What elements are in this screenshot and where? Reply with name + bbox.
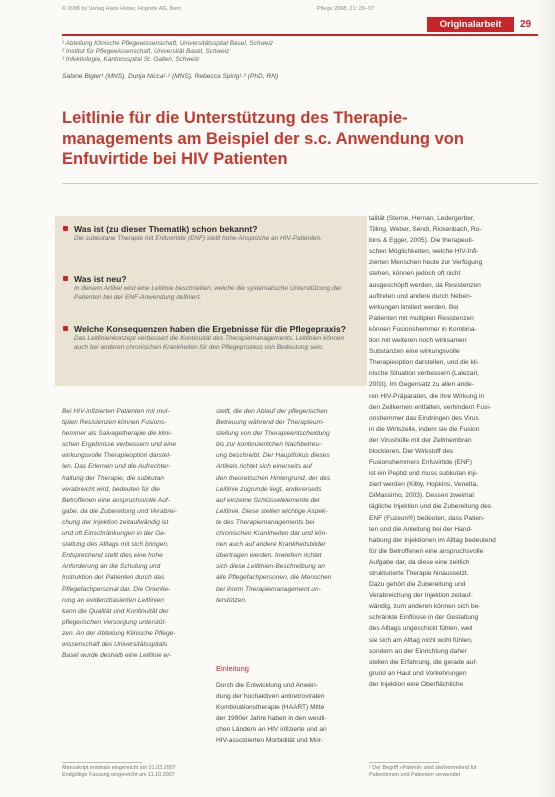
summary-item xyxy=(63,324,358,379)
footnote-line: Patientinnen und Patienten verwendet xyxy=(369,772,461,778)
section-heading: Einleitung xyxy=(216,664,249,673)
text-line: schen Möglichkeiten, welche HIV-Infi- xyxy=(369,248,479,256)
text-line: tägliche Injektion und die Zubereitung des xyxy=(369,503,492,511)
text-line: Instruktion der Patienten durch das xyxy=(62,574,165,582)
text-line: schen Ergebnisse verbessern und eine xyxy=(62,441,176,449)
text-line: der 1990er Jahre haben in den westli- xyxy=(216,715,327,723)
text-line: HIV-assoziierten Morbidität und Mor- xyxy=(216,737,324,745)
body-column-middle xyxy=(216,680,362,747)
text-line: Substanzen eine wirkungsvolle xyxy=(369,348,460,356)
submission-note xyxy=(62,765,176,779)
bullet-icon xyxy=(63,226,68,231)
summary-item xyxy=(63,274,358,319)
text-line: alle Pflegefachpersonen, die Menschen xyxy=(216,574,332,582)
text-line: sondern an der Einrichtung daher xyxy=(369,647,467,655)
patient-term-note xyxy=(369,765,477,779)
text-line: habung der Injektionen im Alltag bedeutend xyxy=(369,536,496,544)
text-line: ziert werden (Kilby, Hopkins, Venetta, xyxy=(369,481,479,489)
text-line: können Fusionshemmer in Kombina- xyxy=(369,325,477,333)
affiliation-line: ² Institut für Pflegewissenschaft, Universität Basel, Schweiz xyxy=(62,48,230,56)
text-line: bei ihrem Therapiemanagement un- xyxy=(216,585,321,593)
text-line: Leitlinie zugrunde liegt, andererseits xyxy=(216,485,322,493)
text-line: Aufgabe dar, da diese eine zeitlich xyxy=(369,558,470,566)
text-line: strukturierte Therapie hinaussetzt. xyxy=(369,570,469,577)
summary-question: Was ist neu? xyxy=(74,274,127,284)
title-divider xyxy=(62,183,538,184)
text-line: blockieren. Der Wirkstoff des xyxy=(369,447,454,455)
text-line: ENF (Fuzeon®) bedeuten, dass Patien- xyxy=(369,514,485,522)
text-line: der Virushülle mit der Zellmembran xyxy=(369,436,472,444)
text-line: terstützen. xyxy=(216,596,247,604)
author-list: Sabine Bigler¹ (MNS), Dunja Nicca¹·² (MNS), Rebecca Spirig¹·² (PhD, RN) xyxy=(62,73,279,80)
footnote-line: ¹ Der Begriff »Patient« wird stellvertretend für xyxy=(369,765,477,771)
article-title: Leitlinie für die Unterstützung des Therapie-managements am Beispiel der s.c. Anwendung von Enfuvirtide bei HIV Patienten xyxy=(62,109,464,168)
text-line: stellung von der Therapieentscheidung xyxy=(216,430,330,438)
page-edge-shadow xyxy=(535,0,555,797)
text-line: len. Das Erlernen und die Aufrechter- xyxy=(62,463,171,471)
summary-answer: Das Leitlinienkonzept verbessert die Kontinuität des Therapiemanagements. Leitlinien können auch bei anderen chronischen Krankheiten für den Pflegeprozess von Bedeutung sein. xyxy=(74,335,345,351)
page-number: 29 xyxy=(520,19,532,30)
body-column-right xyxy=(369,213,531,690)
footnote-rule xyxy=(369,762,439,763)
summary-question: Was ist (zu dieser Thematik) schon bekannt? xyxy=(74,224,258,234)
text-line: stellen die Erfahrung, die gerade auf- xyxy=(369,658,478,666)
text-line: Pflegefachpersonal dar. Die Orientie- xyxy=(62,585,171,593)
text-line: Tilling, Weber, Sendi, Rickenbach, Ro- xyxy=(369,226,482,234)
text-line: zierten Menschen heute zur Verfügung xyxy=(369,259,483,267)
text-line: te des Therapiemanagements bei xyxy=(216,518,315,526)
text-line: des Alltags ungeschickt fühlen, weil xyxy=(369,625,473,633)
bullet-icon xyxy=(63,276,68,281)
summary-answer: Die subkutane Therapie mit Enfuvirtide (ENF) stellt hohe Ansprüche an HIV-Patienten. xyxy=(74,235,323,242)
text-line: stehen, können jedoch oft nicht xyxy=(369,270,461,278)
text-line: Betreuung während der Therapieum- xyxy=(216,419,325,427)
text-line: pflegerischen Versorgung unterstüt- xyxy=(62,618,167,626)
abstract-column-left xyxy=(62,406,207,661)
text-line: zen. An der Abteilung Klinische Pflege- xyxy=(62,629,176,637)
text-line: Dazu gehört die Zubereitung und xyxy=(369,581,466,589)
text-line: in die Wirtszelle, indem sie die Fusion xyxy=(369,425,480,433)
citation-line: Pflege 2008; 21: 29–37 xyxy=(317,6,374,12)
text-line: DiMassimo, 2003). Dessen zweimal xyxy=(369,492,474,500)
text-line: Bei HIV-infizierten Patienten mit mul- xyxy=(62,408,170,415)
text-line: gabe, da die Zubereitung und Verabrei- xyxy=(62,507,177,515)
summary-box xyxy=(55,216,367,386)
text-line: Entsprechend stellt dies eine hohe xyxy=(62,552,163,560)
text-line: Leitlinie. Diese stellen wichtige Aspek- xyxy=(216,507,328,515)
text-line: der Injektion eine Oberflächliche xyxy=(369,680,464,688)
text-line: Anforderung an die Schulung und xyxy=(62,563,161,571)
text-line: ist ein Peptid und muss subkutan inji- xyxy=(369,470,478,478)
text-line: wirkungen limitiert werden. Bei xyxy=(369,303,459,311)
summary-question: Welche Konsequenzen haben die Ergebnisse für die Pflegepraxis? xyxy=(74,324,347,334)
text-line: rung an evidenzbasierten Leitlinien xyxy=(62,596,164,604)
text-line: den theoretischen Hintergrund, der des xyxy=(216,474,331,482)
text-line: Artikels richtet sich einerseits auf xyxy=(216,463,313,471)
footnote-rule xyxy=(62,762,142,763)
text-line: den Zellkernen entfalten, verhindern Fusi- xyxy=(369,403,492,411)
affiliations xyxy=(62,40,392,65)
text-line: ung beschreibt. Der Hauptfokus dieses xyxy=(216,452,330,460)
text-line: Patienten mit multiplen Resistenzen xyxy=(369,314,474,322)
footnote-line: Manuskript erstmals eingereicht am 21.03.2007 xyxy=(62,765,176,771)
text-line: hemmer als Salvagetherapie die klini- xyxy=(62,430,172,438)
text-line: wändig, zum anderen können sich be- xyxy=(369,603,481,611)
text-line: auf einzelne Schlüsselelemente der xyxy=(216,496,321,504)
text-line: grund an Haut und Vorkehrungen xyxy=(369,669,467,677)
text-line: wirkungsvolle Therapieoption darstel- xyxy=(62,452,172,460)
text-line: für die Betroffenen eine anspruchsvolle xyxy=(369,547,484,555)
text-line: dung der hochaktiven antiretroviralen xyxy=(216,693,325,701)
header-rule xyxy=(62,34,538,36)
text-line: ausgeschöpft werden, da Resistenzen xyxy=(369,281,481,289)
text-line: verabreicht wird, bedeuten für die xyxy=(62,485,160,493)
text-line: ren HIV-Präparaten, die ihre Wirkung in xyxy=(369,392,485,400)
text-line: ten und die Anleitung bei der Hand- xyxy=(369,525,473,533)
affiliation-line: ¹ Abteilung Klinische Pflegewissenschaft, Universitätsspital Basel, Schweiz xyxy=(62,40,274,47)
text-line: chung der Injektion zeitaufwändig ist xyxy=(62,518,169,526)
text-line: Therapieoption darstellen, und die kli- xyxy=(369,359,479,367)
text-line: bis zur kontinuierlichen Nachbetreu- xyxy=(216,441,322,449)
text-line: Fusionshemmers Enfuvirtide (ENF) xyxy=(369,459,472,467)
text-line: sich diese Leitlinien-Beschreibung an xyxy=(216,563,325,571)
copyright-line: © 2008 by Verlag Hans Huber, Hogrefe AG, Bern xyxy=(62,6,182,12)
text-line: 2003). Im Gegensatz zu allen ande- xyxy=(369,381,474,389)
text-line: kann die Qualität und Kontinuität der xyxy=(62,607,169,615)
abstract-column-middle xyxy=(216,406,362,606)
section-tag: Originalarbeit xyxy=(427,17,514,32)
footnote-line: Endgültige Fassung eingereicht am 11.10.2007 xyxy=(62,772,175,778)
text-line: tion mit weiteren noch wirksamen xyxy=(369,337,467,345)
text-line: Durch die Entwicklung und Anwen- xyxy=(216,682,318,689)
text-line: schränkte Einflüsse in der Gestaltung xyxy=(369,614,479,622)
summary-answer: In diesem Artikel wird eine Leitlinie beschrieben, welche die systematische Unterstützung der Patienten bei der ENF-Anwendung definiert. xyxy=(74,285,342,301)
text-line: chen Ländern an HIV infizierte und an xyxy=(216,726,327,734)
text-line: stellt, die den Ablauf der pflegerischen xyxy=(216,408,328,415)
text-line: bins & Egger, 2005). Die therapeuti- xyxy=(369,237,474,245)
text-line: tiplen Resistenzen können Fusions- xyxy=(62,419,167,427)
affiliation-line: ³ Infektiologie, Kantonsspital St. Gallen, Schweiz xyxy=(62,56,200,64)
text-line: und oft Einschränkungen in der Ge- xyxy=(62,530,167,538)
summary-item xyxy=(63,224,358,269)
text-line: auftreten und andere durch Neben- xyxy=(369,292,473,300)
text-line: Verabreichung der Injektion zeitauf- xyxy=(369,592,473,600)
text-line: Kombinationstherapie (HAART) Mitte xyxy=(216,704,325,712)
text-line: nische Situation verbessern (Lalezari, xyxy=(369,370,479,378)
text-line: sie sich am Alltag nicht wohl fühlen, xyxy=(369,636,473,644)
text-line: nen auch auf andere Krankheitsbilder xyxy=(216,541,326,549)
running-header xyxy=(62,6,492,16)
bullet-icon xyxy=(63,326,68,331)
text-line: staltung des Alltags mit sich bringen. xyxy=(62,541,169,549)
text-line: Basel wurde deshalb eine Leitlinie er- xyxy=(62,652,172,660)
text-line: chronischen Krankheiten dar und kön- xyxy=(216,530,328,538)
text-line: übertragen werden. Inwiefern richtet xyxy=(216,552,322,560)
text-line: wissenschaft des Universitätsspitals xyxy=(62,640,168,648)
text-line: Betroffenen eine anspruchsvolle Auf- xyxy=(62,496,170,504)
text-line: onshemmer das Eindringen des Virus xyxy=(369,414,479,422)
text-line: haltung der Therapie, die subkutan xyxy=(62,474,164,482)
text-line: talität (Sterne, Hernan, Ledergerber, xyxy=(369,215,475,222)
